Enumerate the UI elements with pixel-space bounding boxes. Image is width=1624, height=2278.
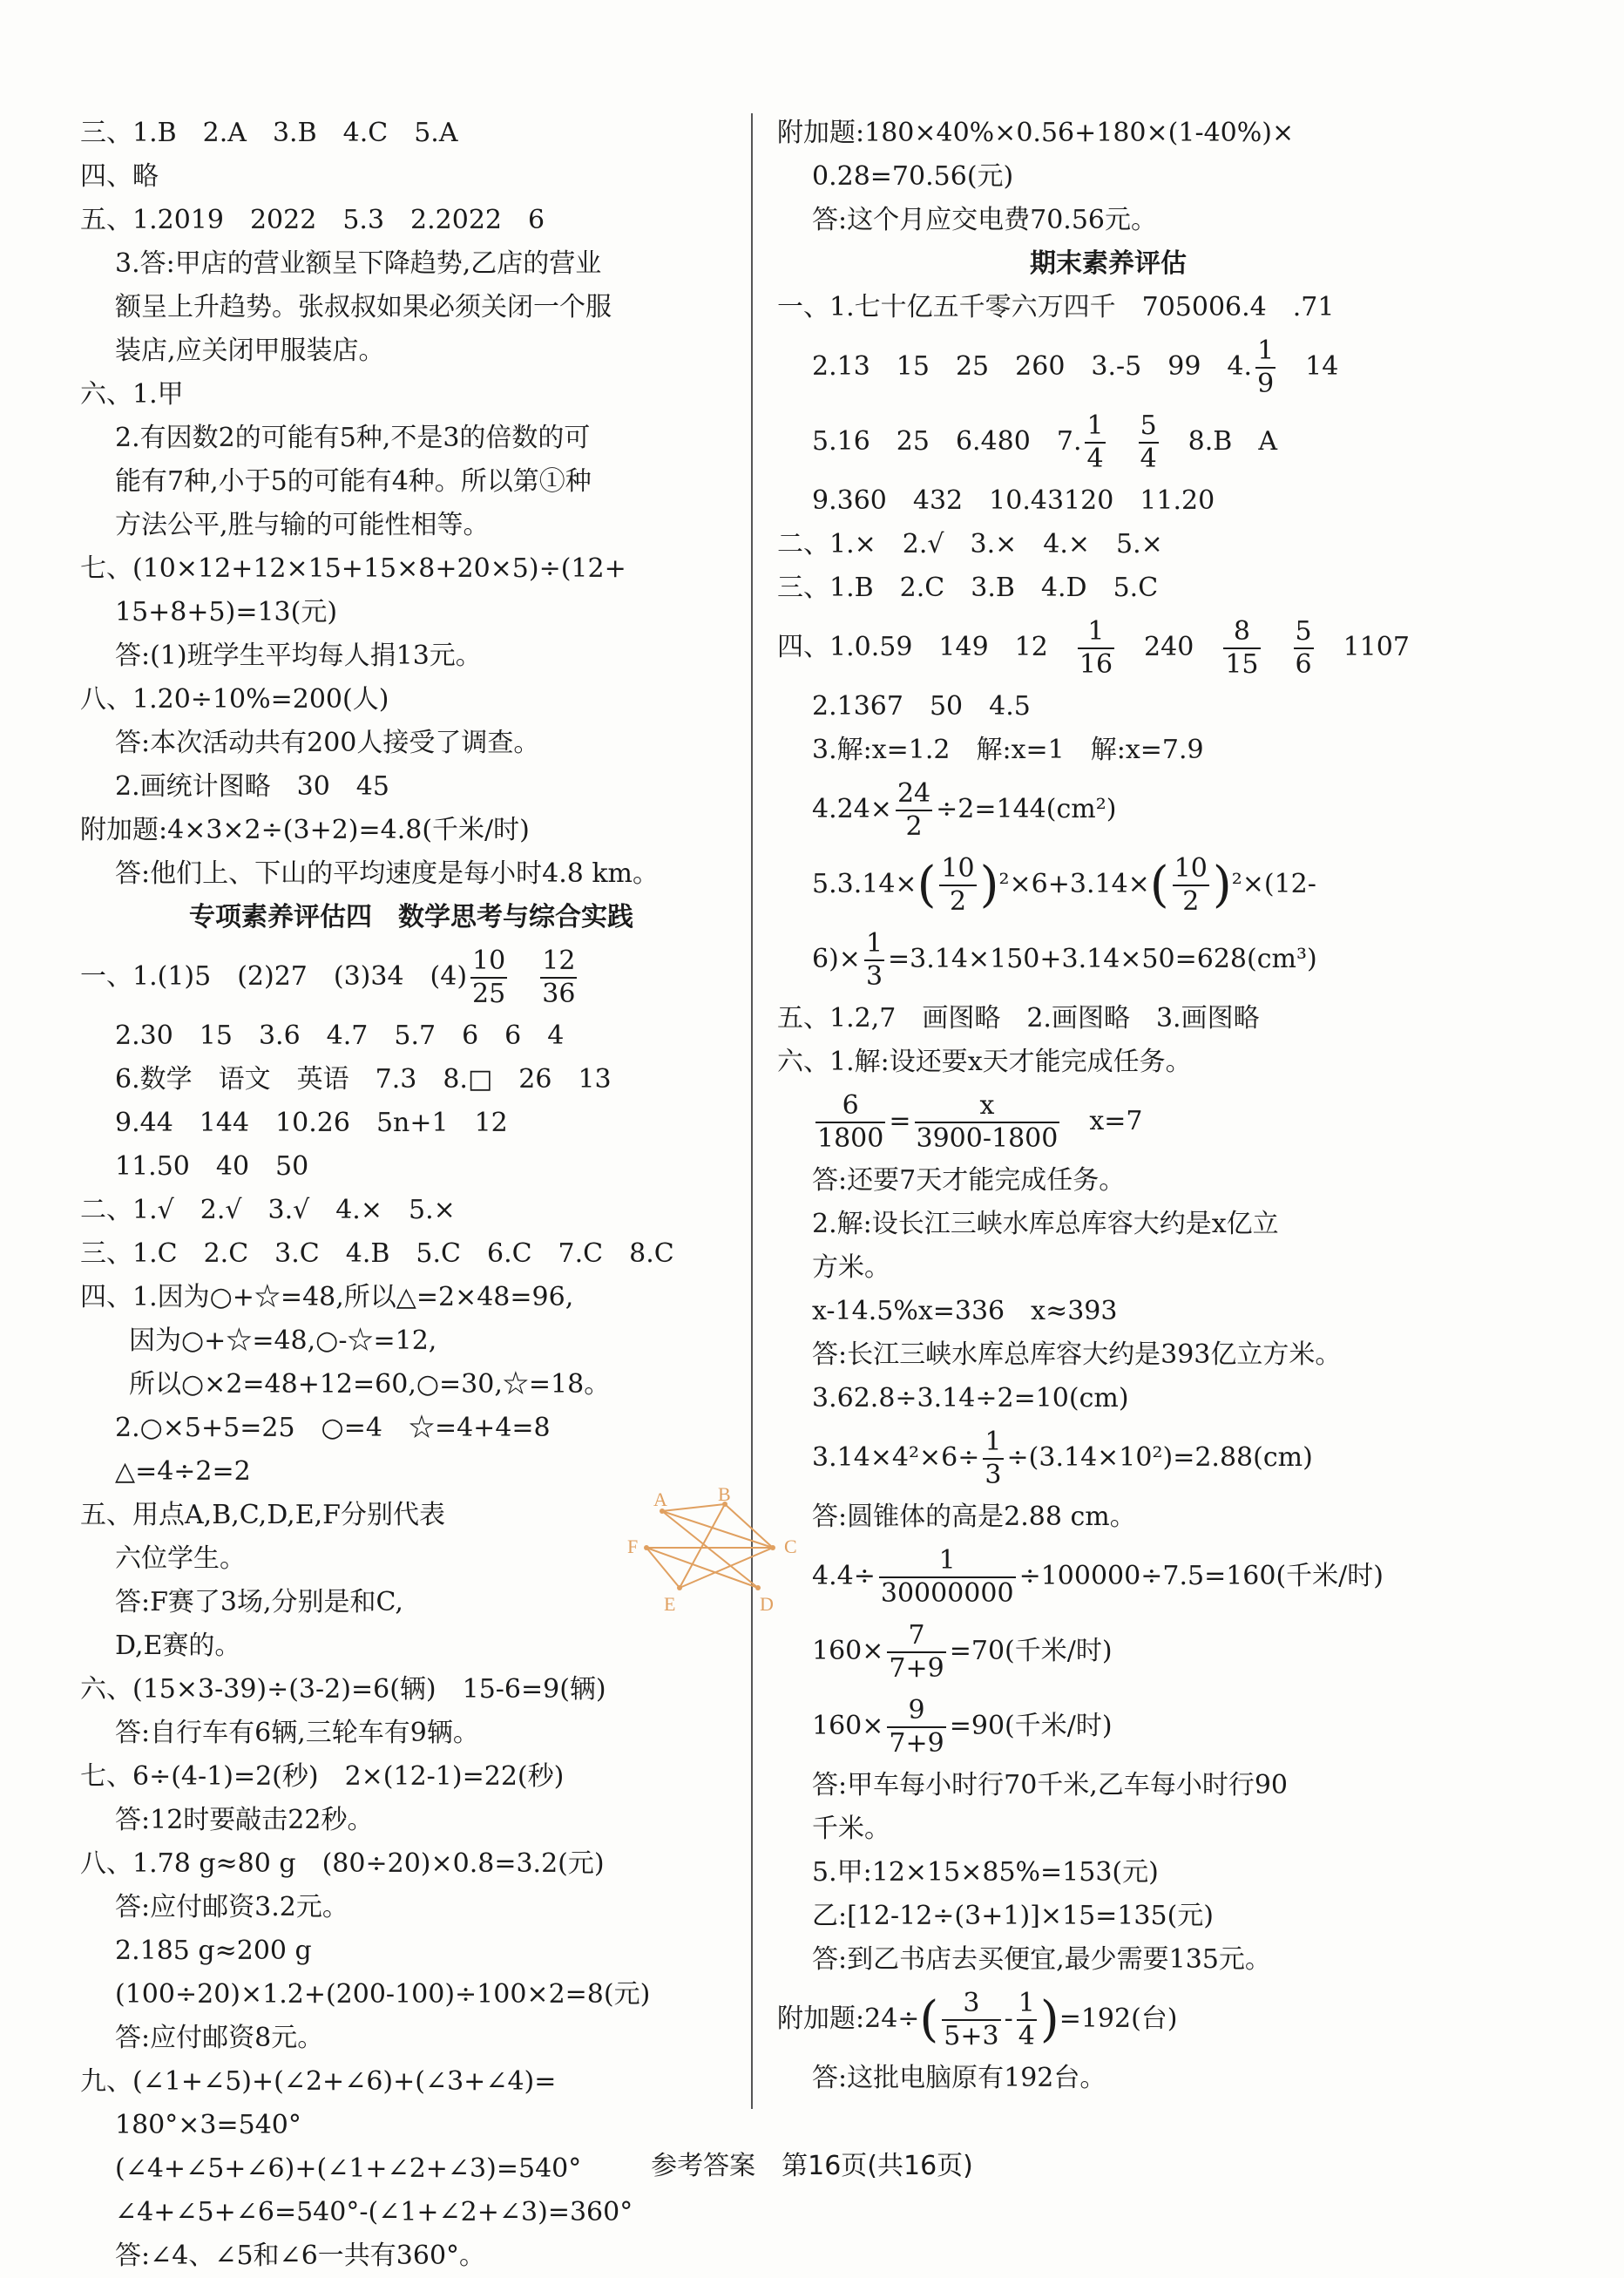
numerator: 1 (864, 931, 884, 961)
answer-line: 2.1367 50 4.5 (812, 691, 1031, 722)
numerator: 1 (1085, 413, 1105, 444)
line-text: - (1004, 2003, 1013, 2034)
fraction (887, 1620, 945, 1684)
answer-line: 三、1.B 2.C 3.B 4.D 5.C (777, 573, 1159, 603)
line-text: 5.3.14× (812, 869, 917, 899)
line-text: 附加题:24÷ (777, 2003, 920, 2034)
answer-line: 五、用点A,B,C,D,E,F分别代表 (80, 1500, 445, 1530)
answer-line: 七、(10×12+12×15+15×8+20×5)÷(12+ (80, 553, 626, 584)
answer-line: 答:F赛了3场,分别是和C, (115, 1587, 403, 1617)
fraction (1017, 1990, 1037, 2050)
answer-line (777, 610, 1439, 685)
answer-line: x-14.5%x=336 x≈393 (812, 1296, 1118, 1326)
answer-line: 0.28=70.56(元) (812, 161, 1014, 192)
numerator: 10 (470, 948, 507, 979)
answer-line (777, 922, 1439, 997)
fraction (983, 1429, 1003, 1488)
answer-line (777, 772, 1439, 847)
section-title: 专项素养评估四 数学思考与综合实践 (189, 902, 633, 932)
node-label: B (718, 1483, 731, 1505)
line-text: ²×6+3.14× (998, 869, 1150, 899)
line-text: 2.13 15 25 260 3.-5 99 4. (812, 351, 1253, 382)
answer-line: ∠4+∠5+∠6=540°-(∠1+∠2+∠3)=360° (115, 2197, 633, 2227)
answer-line: 九、(∠1+∠5)+(∠2+∠6)+(∠3+∠4)= (80, 2066, 557, 2097)
graph-nodes (644, 1502, 775, 1590)
line-text: 160× (812, 1636, 884, 1666)
denominator: 36 (542, 979, 576, 1009)
line-text: x=7 (1089, 1106, 1143, 1136)
fraction (1173, 853, 1209, 917)
numerator: 5 (1139, 413, 1159, 444)
fraction (1078, 616, 1114, 680)
answer-line: 五、1.2,7 画图略 2.画图略 3.画图略 (777, 1003, 1260, 1034)
numerator: 3 (942, 1990, 1000, 2021)
fraction (815, 1090, 885, 1154)
line-text: 240 (1144, 632, 1194, 662)
denominator: 2 (949, 886, 967, 917)
answer-line (80, 939, 742, 1014)
line-text: ÷100000÷7.5=160(千米/时) (1018, 1561, 1384, 1591)
node-label: C (784, 1536, 797, 1557)
column-divider (751, 113, 753, 2109)
answer-line: (∠4+∠5+∠6)+(∠1+∠2+∠3)=540° (115, 2153, 582, 2184)
numerator: 9 (887, 1698, 945, 1728)
denominator: 7+9 (889, 1653, 944, 1684)
line-text: = (889, 1106, 911, 1136)
denominator: 3900-1800 (916, 1123, 1059, 1154)
answer-line (777, 1084, 1439, 1159)
numerator: 1 (879, 1548, 1016, 1578)
line-text: =192(台) (1059, 2003, 1178, 2034)
section-title: 期末素养评估 (1030, 248, 1187, 279)
fraction (1223, 616, 1260, 680)
line-text: 3.14×4²×6÷ (812, 1442, 980, 1473)
denominator: 16 (1079, 649, 1113, 680)
numerator: 1 (983, 1429, 1003, 1460)
denominator: 15 (1225, 649, 1259, 680)
right-column (777, 112, 1439, 2100)
answer-line: 八、1.20÷10%=200(人) (80, 684, 389, 715)
answer-line: 一、1.七十亿五千零六万四千 705006.4 .71 (777, 292, 1335, 322)
answer-line: 答:∠4、∠5和∠6一共有360°。 (115, 2241, 486, 2271)
answer-line: 5.3.14×( $\frac{10}{2}$ )²×6+3.14×( $\frac{10}{2}$ )²×(12- (812, 853, 1316, 917)
line-text: =70(千米/时) (949, 1636, 1113, 1666)
answer-line: 11.50 40 50 (115, 1151, 309, 1182)
page-footer: 参考答案 第16页(共16页) (651, 2151, 973, 2181)
answer-line: 方法公平,胜与输的可能性相等。 (115, 510, 490, 540)
numerator: 7 (887, 1623, 945, 1653)
node-label: A (653, 1488, 667, 1510)
numerator: 5 (1294, 619, 1314, 649)
answer-line (777, 1614, 1439, 1689)
answer-line: △=4÷2=2 (115, 1456, 251, 1487)
line-text: 1107 (1343, 632, 1410, 662)
numerator: 6 (815, 1093, 885, 1123)
answer-line: 七、6÷(4-1)=2(秒) 2×(12-1)=22(秒) (80, 1761, 565, 1792)
fraction (470, 948, 507, 1007)
line-text: ²×(12- (1231, 869, 1316, 899)
answer-line: 3.答:甲店的营业额呈下降趋势,乙店的营业 (115, 248, 602, 279)
denominator: 2 (905, 811, 923, 842)
answer-line: 答:还要7天才能完成任务。 (812, 1165, 1126, 1196)
denominator: 25 (472, 979, 506, 1009)
denominator: 30000000 (880, 1578, 1014, 1609)
numerator: 1 (1017, 1990, 1037, 2021)
numerator: 1 (1078, 619, 1114, 649)
denominator: 1800 (817, 1123, 884, 1154)
numerator: x (915, 1093, 1060, 1123)
answer-line: 附加题:180×40%×0.56+180×(1-40%)× (777, 118, 1295, 148)
answer-line: 答:应付邮资8元。 (115, 2023, 324, 2053)
line-text: =3.14×150+3.14×50=628(cm³) (888, 944, 1317, 974)
answer-line: 2.185 g≈200 g (115, 1936, 312, 1966)
line-text: =90(千米/时) (949, 1711, 1113, 1741)
denominator: 5+3 (944, 2021, 999, 2051)
fraction (1255, 338, 1276, 397)
node-label: E (664, 1593, 676, 1615)
fraction (942, 1990, 1000, 2050)
answer-line (777, 1689, 1439, 1764)
denominator: 2 (1182, 886, 1200, 917)
answer-line (777, 329, 1439, 404)
answer-line: 方米。 (812, 1252, 890, 1283)
answer-line: 答:他们上、下山的平均速度是每小时4.8 km。 (115, 858, 659, 889)
line-text: 4.4÷ (812, 1561, 876, 1591)
answer-line: 2.30 15 3.6 4.7 5.7 6 6 4 (115, 1020, 565, 1051)
answer-line: 9.44 144 10.26 5n+1 12 (115, 1108, 508, 1138)
numerator: 8 (1223, 619, 1260, 649)
numerator: 1 (1255, 338, 1276, 369)
answer-line: 答:长江三峡水库总库容大约是393亿立方米。 (812, 1339, 1342, 1370)
numerator: 24 (896, 781, 932, 811)
graph-block (80, 1483, 797, 1668)
answer-line: 2.有因数2的可能有5种,不是3的倍数的可 (115, 423, 591, 453)
denominator: 9 (1257, 369, 1275, 399)
fraction (540, 948, 577, 1007)
fraction (1085, 410, 1105, 474)
fraction (939, 853, 976, 917)
denominator: 3 (865, 961, 883, 992)
answer-line: 答:(1)班学生平均每人捐13元。 (115, 641, 482, 671)
answer-line: 2.画统计图略 30 45 (115, 771, 389, 802)
answer-line (777, 404, 1439, 479)
answer-line: 2.解:设长江三峡水库总库容大约是x亿立 (812, 1209, 1279, 1239)
numerator: 10 (1173, 856, 1209, 886)
answer-line: 3.62.8÷3.14÷2=10(cm) (812, 1383, 1129, 1414)
fraction (879, 1545, 1016, 1609)
fraction (915, 1090, 1060, 1154)
denominator: 6 (1295, 649, 1312, 680)
answer-line: 答:这批电脑原有192台。 (812, 2063, 1106, 2093)
answer-line: 答:这个月应交电费70.56元。 (812, 205, 1157, 235)
line-text: 5.16 25 6.480 7. (812, 426, 1082, 457)
fraction (1139, 410, 1159, 474)
answer-line: 5.甲:12×15×85%=153(元) (812, 1857, 1159, 1888)
answer-line: 八、1.78 g≈80 g (80÷20)×0.8=3.2(元) (80, 1848, 605, 1879)
fraction (887, 1695, 945, 1759)
answer-line: 答:圆锥体的高是2.88 cm。 (812, 1502, 1136, 1532)
answer-line: 六、1.甲 (80, 379, 184, 410)
answer-line: (100÷20)×1.2+(200-100)÷100×2=8(元) (115, 1979, 651, 2010)
line-text: ÷(3.14×10²)=2.88(cm) (1006, 1442, 1313, 1473)
answer-line: D,E赛的。 (115, 1631, 241, 1661)
answer-line: 180°×3=540° (115, 2110, 301, 2140)
answer-line: 三、1.C 2.C 3.C 4.B 5.C 6.C 7.C 8.C (80, 1238, 674, 1269)
answer-line: 六、(15×3-39)÷(3-2)=6(辆) 15-6=9(辆) (80, 1674, 606, 1705)
line-text: 4.24× (812, 794, 892, 824)
left-column (80, 112, 797, 2278)
line-text: 四、1.0.59 149 12 (777, 632, 1048, 662)
answer-line (777, 1539, 1439, 1614)
line-text: ÷2=144(cm²) (936, 794, 1117, 824)
denominator: 7+9 (889, 1728, 944, 1759)
answer-line: 能有7种,小于5的可能有4种。所以第①种 (115, 466, 592, 497)
answer-line: 额呈上升趋势。张叔叔如果必须关闭一个服 (115, 292, 612, 322)
line-text: 6)× (812, 944, 861, 974)
answer-line: 答:12时要敲击22秒。 (115, 1805, 374, 1835)
answer-line: 所以○×2=48+12=60,○=30,☆=18。 (129, 1369, 611, 1400)
answer-line: 答:到乙书店去买便宜,最少需要135元。 (812, 1944, 1271, 1975)
answer-line: 9.360 432 10.43120 11.20 (812, 485, 1215, 516)
answer-line: 答:本次活动共有200人接受了调查。 (115, 728, 540, 758)
answer-line: 3.解:x=1.2 解:x=1 解:x=7.9 (812, 735, 1204, 765)
answer-line: 三、1.B 2.A 3.B 4.C 5.A (80, 118, 458, 148)
answer-line: 四、1.因为○+☆=48,所以△=2×48=96, (80, 1282, 574, 1312)
line-text: 14 (1305, 351, 1339, 382)
answer-line: 15+8+5)=13(元) (115, 597, 338, 627)
fraction (864, 928, 884, 992)
answer-line: 二、1.× 2.√ 3.× 4.× 5.× (777, 529, 1163, 559)
answer-line: 五、1.2019 2022 5.3 2.2022 6 (80, 205, 545, 235)
answer-line: 乙:[12-12÷(3+1)]×15=135(元) (812, 1901, 1214, 1931)
denominator: 4 (1086, 444, 1104, 474)
graph-edges (646, 1504, 773, 1588)
answer-line: 装店,应关闭甲服装店。 (115, 336, 385, 366)
answer-line: 四、略 (80, 161, 159, 192)
answer-line: 因为○+☆=48,○-☆=12, (129, 1325, 437, 1356)
answer-line (777, 1420, 1439, 1495)
answer-line: 附加题:4×3×2÷(3+2)=4.8(千米/时) (80, 815, 530, 845)
answer-line: 附加题:24÷( $\frac{3}{5+3}$ - $\frac{1}{4}$ )=192(台) (777, 1988, 1178, 2051)
answer-line: 答:应付邮资3.2元。 (115, 1892, 348, 1922)
answer-line: 千米。 (812, 1814, 890, 1844)
answer-line: 六、1.解:设还要x天才能完成任务。 (777, 1047, 1192, 1077)
answer-line: 二、1.√ 2.√ 3.√ 4.× 5.× (80, 1195, 456, 1225)
node-label: F (627, 1536, 639, 1557)
numerator: 10 (939, 856, 976, 886)
answer-line: 六位学生。 (115, 1543, 246, 1574)
answer-line: 答:自行车有6辆,三轮车有9辆。 (115, 1718, 479, 1748)
denominator: 4 (1018, 2021, 1035, 2051)
answer-line: 答:甲车每小时行70千米,乙车每小时行90 (812, 1770, 1288, 1800)
line-text: 160× (812, 1711, 884, 1741)
node-label: D (760, 1593, 774, 1615)
denominator: 4 (1140, 444, 1157, 474)
line-text: 一、1.(1)5 (2)27 (3)34 (4) (80, 961, 468, 992)
fraction (896, 778, 932, 842)
denominator: 3 (985, 1460, 1002, 1490)
answer-line: 2.○×5+5=25 ○=4 ☆=4+4=8 (115, 1413, 551, 1443)
fraction (1294, 616, 1314, 680)
answer-line: 6.数学 语文 英语 7.3 8.□ 26 13 (115, 1064, 612, 1095)
line-text: 8.B A (1188, 426, 1278, 457)
numerator: 12 (540, 948, 577, 979)
